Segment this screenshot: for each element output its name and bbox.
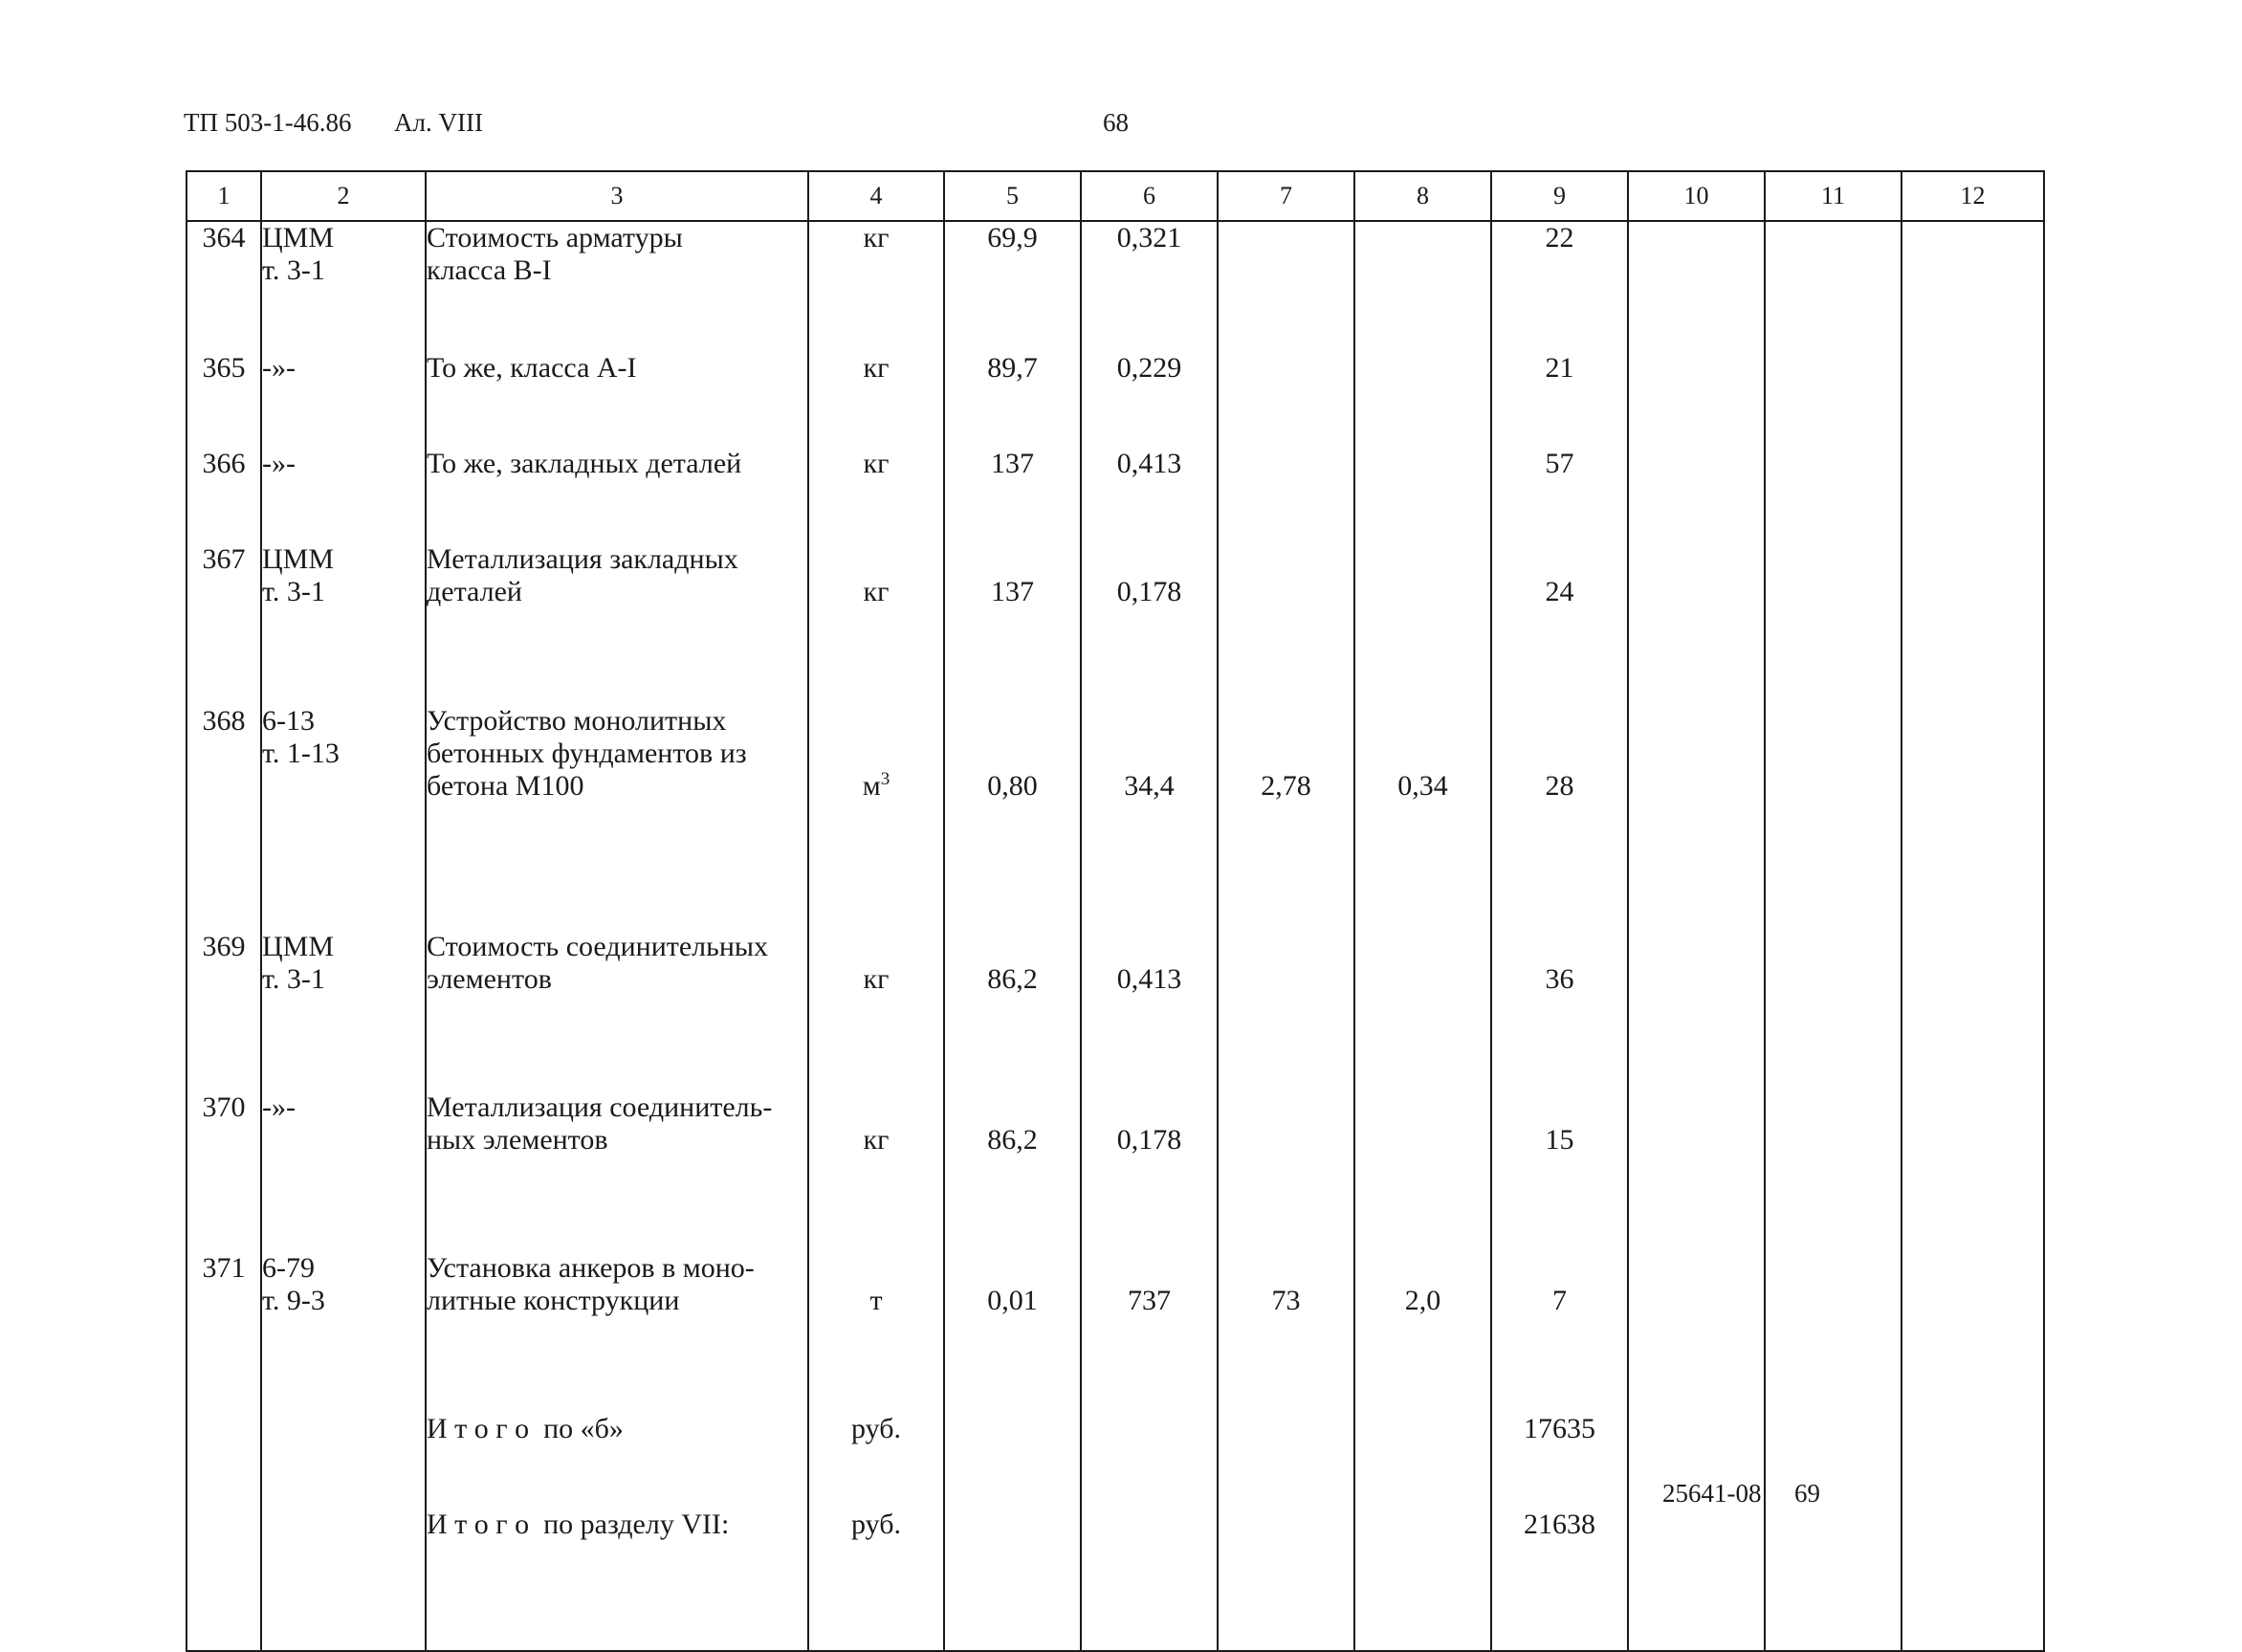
work-description <box>426 1252 808 1413</box>
row-number: 365 <box>187 352 261 448</box>
empty-cell <box>261 1509 426 1651</box>
section-total-row <box>187 1509 2044 1651</box>
row-number: 367 <box>187 543 261 705</box>
total-rest: по «б» <box>543 1413 624 1444</box>
value-cell: 73 <box>1218 1252 1354 1413</box>
footer-page-number: 69 <box>1794 1479 1820 1508</box>
reference-line: 6-13 <box>262 705 315 737</box>
subtotal-label <box>426 1413 808 1509</box>
norm-reference: -»- <box>261 352 426 448</box>
reference-line: ЦММ <box>262 222 335 253</box>
reference-line: ЦММ <box>262 931 335 962</box>
row-number: 370 <box>187 1091 261 1252</box>
total-cost-cell: 15 <box>1491 1091 1628 1252</box>
quantity-cell: 89,7 <box>944 352 1081 448</box>
value-cell <box>1354 1091 1491 1252</box>
unit-cell: кг <box>808 448 944 543</box>
section-total-label <box>426 1509 808 1651</box>
description-line: Стоимость соединительных <box>427 931 769 962</box>
empty-cell <box>1901 1091 2044 1252</box>
column-header: 2 <box>261 171 426 221</box>
value-cell <box>1218 352 1354 448</box>
empty-cell <box>1901 1509 2044 1651</box>
unit-cell: кг <box>808 352 944 448</box>
total-cost-cell: 21638 <box>1491 1509 1628 1651</box>
total-cost-cell: 28 <box>1491 705 1628 931</box>
empty-cell <box>1765 448 1901 543</box>
unit-exponent: 3 <box>880 769 890 789</box>
unit-text: м <box>862 770 881 802</box>
value-cell: 2,78 <box>1218 705 1354 931</box>
total-cost-cell: 57 <box>1491 448 1628 543</box>
empty-cell <box>944 1509 1081 1651</box>
table-row <box>187 543 2044 705</box>
column-header: 11 <box>1765 171 1901 221</box>
unit-cell: кг <box>808 543 944 705</box>
table-row <box>187 705 2044 931</box>
row-number: 364 <box>187 221 261 352</box>
reference-line: ЦММ <box>262 543 335 575</box>
empty-cell <box>187 1509 261 1651</box>
empty-cell <box>1354 1413 1491 1509</box>
table-row <box>187 221 2044 352</box>
empty-cell <box>1901 221 2044 352</box>
reference-line: т. 3-1 <box>262 576 325 607</box>
unit-cell: кг <box>808 1091 944 1252</box>
table-row <box>187 352 2044 448</box>
empty-cell <box>1354 1509 1491 1651</box>
total-cost-cell: 17635 <box>1491 1413 1628 1509</box>
description-line: бетонных фундаментов из <box>427 738 747 769</box>
description-line: Стоимость арматуры <box>427 222 683 253</box>
quantity-cell: 137 <box>944 448 1081 543</box>
empty-cell <box>1218 1509 1354 1651</box>
empty-cell <box>1081 1509 1218 1651</box>
column-header: 6 <box>1081 171 1218 221</box>
total-cost-cell: 24 <box>1491 543 1628 705</box>
total-prefix: И т о г о <box>427 1413 530 1444</box>
row-number: 371 <box>187 1252 261 1413</box>
empty-cell <box>1901 448 2044 543</box>
table-row <box>187 1252 2044 1413</box>
empty-cell <box>1081 1413 1218 1509</box>
value-cell <box>1354 221 1491 352</box>
quantity-cell: 137 <box>944 543 1081 705</box>
norm-reference <box>261 221 426 352</box>
column-header: 3 <box>426 171 808 221</box>
column-header: 12 <box>1901 171 2044 221</box>
table-row <box>187 1091 2044 1252</box>
description-line: Металлизация соединитель- <box>427 1091 773 1123</box>
subtotal-row <box>187 1413 2044 1509</box>
album-number: Ал. VIII <box>394 108 483 137</box>
norm-reference: -»- <box>261 1091 426 1252</box>
empty-cell <box>1765 1091 1901 1252</box>
empty-cell <box>187 1413 261 1509</box>
empty-cell <box>1901 352 2044 448</box>
unit-price-cell: 0,178 <box>1081 1091 1218 1252</box>
work-description: То же, закладных деталей <box>426 448 808 543</box>
description-line: элементов <box>427 963 552 995</box>
quantity-cell: 86,2 <box>944 1091 1081 1252</box>
column-header: 4 <box>808 171 944 221</box>
quantity-cell: 0,80 <box>944 705 1081 931</box>
reference-line: т. 9-3 <box>262 1285 325 1316</box>
unit-price-cell: 0,413 <box>1081 448 1218 543</box>
reference-line: 6-79 <box>262 1252 315 1284</box>
total-cost-cell: 21 <box>1491 352 1628 448</box>
value-cell <box>1218 221 1354 352</box>
table-row <box>187 931 2044 1091</box>
description-line: Металлизация закладных <box>427 543 738 575</box>
unit-cell: кг <box>808 931 944 1091</box>
table-row <box>187 448 2044 543</box>
row-number: 368 <box>187 705 261 931</box>
work-description <box>426 543 808 705</box>
description-line: бетона М100 <box>427 770 584 802</box>
unit-price-cell: 737 <box>1081 1252 1218 1413</box>
empty-cell <box>1628 705 1765 931</box>
page-number: 68 <box>1103 108 1129 137</box>
value-cell <box>1218 448 1354 543</box>
work-description: То же, класса А-I <box>426 352 808 448</box>
empty-cell <box>1765 1509 1901 1651</box>
empty-cell <box>1628 1252 1765 1413</box>
norm-reference <box>261 1252 426 1413</box>
empty-cell <box>1628 1091 1765 1252</box>
empty-cell <box>1765 221 1901 352</box>
description-line: ных элементов <box>427 1124 608 1156</box>
value-cell <box>1354 543 1491 705</box>
empty-cell <box>1765 543 1901 705</box>
empty-cell <box>1628 352 1765 448</box>
value-cell <box>1218 1091 1354 1252</box>
value-cell: 0,34 <box>1354 705 1491 931</box>
unit-cell: т <box>808 1252 944 1413</box>
empty-cell <box>1901 931 2044 1091</box>
empty-cell <box>1628 448 1765 543</box>
empty-cell <box>1901 705 2044 931</box>
norm-reference <box>261 543 426 705</box>
total-prefix: И т о г о <box>427 1509 530 1540</box>
column-header: 9 <box>1491 171 1628 221</box>
norm-reference <box>261 705 426 931</box>
empty-cell <box>1765 705 1901 931</box>
empty-cell <box>261 1413 426 1509</box>
empty-cell <box>1765 1252 1901 1413</box>
work-description <box>426 705 808 931</box>
description-line: деталей <box>427 576 522 607</box>
empty-cell <box>1765 931 1901 1091</box>
empty-cell <box>1765 352 1901 448</box>
document-code: ТП 503-1-46.86 <box>184 108 352 137</box>
description-line: литные конструкции <box>427 1285 680 1316</box>
unit-price-cell: 0,229 <box>1081 352 1218 448</box>
empty-cell <box>1628 543 1765 705</box>
column-header: 10 <box>1628 171 1765 221</box>
column-header: 8 <box>1354 171 1491 221</box>
empty-cell <box>944 1413 1081 1509</box>
value-cell: 2,0 <box>1354 1252 1491 1413</box>
total-cost-cell: 7 <box>1491 1252 1628 1413</box>
total-cost-cell: 36 <box>1491 931 1628 1091</box>
quantity-cell: 86,2 <box>944 931 1081 1091</box>
estimate-table <box>186 170 2045 1652</box>
unit-price-cell: 0,413 <box>1081 931 1218 1091</box>
empty-cell <box>1628 931 1765 1091</box>
work-description <box>426 221 808 352</box>
unit-cell: руб. <box>808 1509 944 1651</box>
value-cell <box>1354 448 1491 543</box>
footer-document-code: 25641-08 <box>1662 1479 1762 1508</box>
total-cost-cell: 22 <box>1491 221 1628 352</box>
unit-price-cell: 0,321 <box>1081 221 1218 352</box>
value-cell <box>1354 352 1491 448</box>
unit-cell: руб. <box>808 1413 944 1509</box>
empty-cell <box>1901 543 2044 705</box>
reference-line: т. 3-1 <box>262 963 325 995</box>
quantity-cell: 0,01 <box>944 1252 1081 1413</box>
total-rest: по разделу VII: <box>543 1509 730 1540</box>
empty-cell <box>1901 1413 2044 1509</box>
reference-line: т. 3-1 <box>262 254 325 286</box>
column-header: 7 <box>1218 171 1354 221</box>
unit-price-cell: 0,178 <box>1081 543 1218 705</box>
column-header: 5 <box>944 171 1081 221</box>
value-cell <box>1218 931 1354 1091</box>
description-line: Установка анкеров в моно- <box>427 1252 755 1284</box>
empty-cell <box>1628 221 1765 352</box>
row-number: 366 <box>187 448 261 543</box>
empty-cell <box>1628 1509 1765 1651</box>
description-line: Устройство монолитных <box>427 705 727 737</box>
work-description <box>426 931 808 1091</box>
empty-cell <box>1218 1413 1354 1509</box>
unit-cell: кг <box>808 221 944 352</box>
description-line: класса В-I <box>427 254 552 286</box>
value-cell <box>1354 931 1491 1091</box>
empty-cell <box>1765 1413 1901 1509</box>
reference-line: т. 1-13 <box>262 738 340 769</box>
column-header: 1 <box>187 171 261 221</box>
unit-cell <box>808 705 944 931</box>
row-number: 369 <box>187 931 261 1091</box>
empty-cell <box>1901 1252 2044 1413</box>
unit-price-cell: 34,4 <box>1081 705 1218 931</box>
norm-reference: -»- <box>261 448 426 543</box>
norm-reference <box>261 931 426 1091</box>
column-number-row <box>187 171 2044 221</box>
quantity-cell: 69,9 <box>944 221 1081 352</box>
value-cell <box>1218 543 1354 705</box>
work-description <box>426 1091 808 1252</box>
